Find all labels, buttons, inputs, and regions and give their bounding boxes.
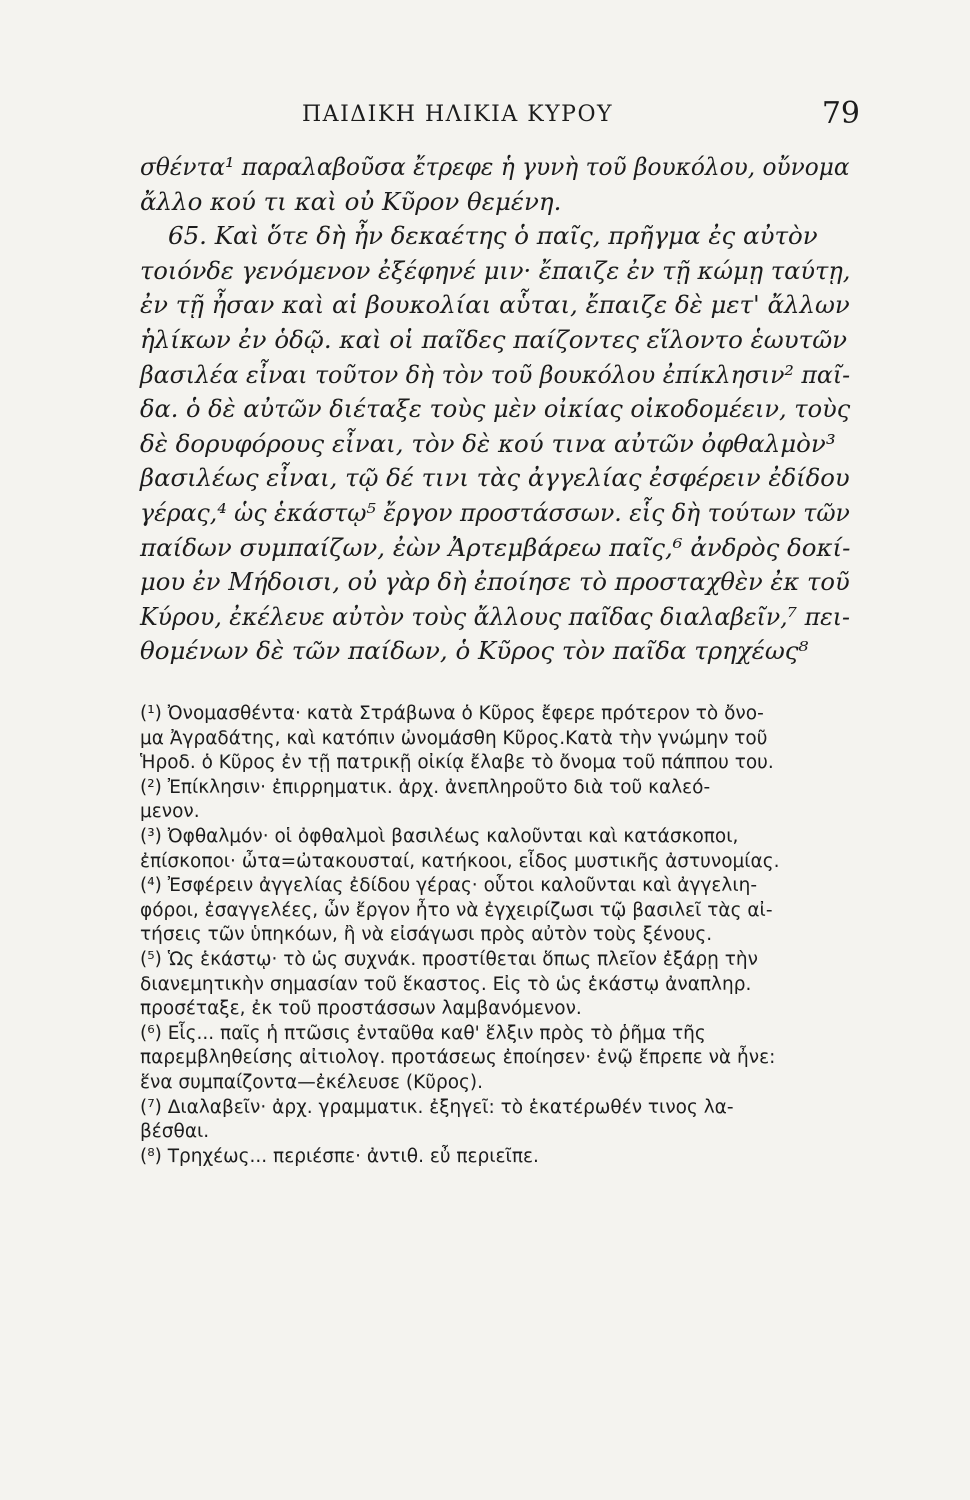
footnote-line: (²) Ἐπίκλησιν· ἐπιρρηματικ. ἀρχ. ἀνεπληροῦτο διὰ τοῦ καλεό- [140, 776, 711, 798]
footnote-line: (³) Ὀφθαλμόν· οἱ ὀφθαλμοὶ βασιλέως καλοῦνται καὶ κατάσκοποι, [140, 825, 739, 847]
footnote-line: (⁴) Ἐσφέρειν ἀγγελίας ἐδίδου γέρας· οὗτοι καλοῦνται καὶ ἀγγελιη- [140, 875, 758, 897]
text-line: σθέντα¹ παραλαβοῦσα ἔτρεφε ἡ γυνὴ τοῦ βουκόλου, οὔνομα [140, 152, 850, 181]
footnote-line: (⁶) Εἷς... παῖς ἡ πτῶσις ἐνταῦθα καθ' ἕλξιν πρὸς τὸ ῥῆμα τῆς [140, 1022, 706, 1044]
page-number: 79 [821, 96, 860, 131]
footnotes [140, 702, 855, 1169]
footnote-line: ἐπίσκοποι· ὦτα=ὠτακουσταί, κατήκοοι, εἶδος μυστικῆς ἀστυνομίας. [140, 850, 780, 872]
footnote-line: διανεμητικὴν σημασίαν τοῦ ἕκαστος. Εἰς τὸ ὡς ἑκάστῳ ἀναπληρ. [140, 973, 752, 995]
text-line: ἄλλο κού τι καὶ οὐ Κῦρον θεμένη. [140, 186, 562, 216]
footnote-line: (¹) Ὀνομασθέντα· κατὰ Στράβωνα ὁ Κῦρος ἔφερε πρότερον τὸ ὄνο- [140, 703, 764, 724]
text-line: βασιλέως εἶναι, τῷ δέ τινι τὰς ἀγγελίας ἐσφέρειν ἐδίδου [140, 463, 850, 493]
footnote-line: βέσθαι. [140, 1121, 210, 1143]
footnote-line: παρεμβληθείσης αἰτιολογ. προτάσεως ἐποίησεν· ἐνῷ ἔπρεπε νὰ ἦνε: [140, 1047, 776, 1069]
footnote-line: (⁵) Ὡς ἑκάστῳ· τὸ ὡς συχνάκ. προστίθεται ὅπως πλεῖον ἐξάρῃ τὴν [140, 948, 758, 970]
main-text [140, 150, 850, 669]
text-line: δὲ δορυφόρους εἶναι, τὸν δὲ κού τινα αὐτῶν ὀφθαλμὸν³ [140, 428, 836, 458]
footnote-line: μα Ἀγραδάτης, καὶ κατόπιν ὠνομάσθη Κῦρος.Κατὰ τὴν γνώμην τοῦ [140, 727, 768, 749]
text-line: τοιόνδε γενόμενον ἐξέφηνέ μιν· ἔπαιζε ἐν τῇ κώμῃ ταύτῃ, [140, 255, 851, 285]
footnote-line: προσέταξε, ἐκ τοῦ προστάσσων λαμβανόμενον. [140, 998, 582, 1020]
footnote-line: ἕνα συμπαίζοντα—ἐκέλευσε (Κῦρος). [140, 1071, 483, 1093]
text-line: ἡλίκων ἐν ὁδῷ. καὶ οἱ παῖδες παίζοντες εἵλοντο ἑωυτῶν [140, 324, 848, 354]
footnote-line: (⁸) Τρηχέως... περιέσπε· ἀντιθ. εὖ περιεῖπε. [140, 1145, 539, 1167]
text-line: 65. Καὶ ὅτε δὴ ἦν δεκαέτης ὁ παῖς, πρῆγμα ἐς αὐτὸν [168, 221, 818, 251]
text-line: γέρας,⁴ ὡς ἑκάστῳ⁵ ἔργον προστάσσων. εἷς δὴ τούτων τῶν [140, 497, 850, 527]
running-title: ΠΑΙΔΙΚΗ ΗΛΙΚΙΑ ΚΥΡΟΥ [302, 102, 614, 127]
footnote-line: φόροι, ἐσαγγελέες, ὧν ἔργον ἦτο νὰ ἐγχειρίζωσι τῷ βασιλεῖ τὰς αἰ- [140, 899, 773, 921]
text-line: ἐν τῇ ἦσαν καὶ αἱ βουκολίαι αὗται, ἔπαιζε δὲ μετ' ἄλλων [140, 290, 850, 320]
text-line: δα. ὁ δὲ αὐτῶν διέταξε τοὺς μὲν οἰκίας οἰκοδομέειν, τοὺς [140, 394, 851, 424]
footnote-line: (⁷) Διαλαβεῖν· ἀρχ. γραμματικ. ἐξηγεῖ: τὸ ἑκατέρωθέν τινος λα- [140, 1096, 734, 1118]
text-line: παίδων συμπαίζων, ἐὼν Ἀρτεμβάρεω παῖς,⁶ ἀνδρὸς δοκί- [140, 532, 851, 562]
text-line: θομένων δὲ τῶν παίδων, ὁ Κῦρος τὸν παῖδα τρηχέως⁸ [140, 636, 809, 666]
footnote-line: τήσεις τῶν ὑπηκόων, ἢ νὰ εἰσάγωσι πρὸς αὐτὸν τοὺς ξένους. [140, 924, 713, 946]
footnote-line: μενον. [140, 801, 200, 823]
text-line: μου ἐν Μήδοισι, οὐ γὰρ δὴ ἐποίησε τὸ προσταχθὲν ἐκ τοῦ [140, 567, 850, 597]
text-line: Κύρου, ἐκέλευε αὐτὸν τοὺς ἄλλους παῖδας διαλαβεῖν,⁷ πει- [140, 601, 850, 631]
page-header [150, 96, 860, 136]
text-line: βασιλέα εἶναι τοῦτον δὴ τὸν τοῦ βουκόλου ἐπίκλησιν² παῖ- [140, 359, 851, 389]
footnote-line: Ἡροδ. ὁ Κῦρος ἐν τῇ πατρικῇ οἰκίᾳ ἔλαβε τὸ ὄνομα τοῦ πάππου του. [140, 752, 774, 774]
